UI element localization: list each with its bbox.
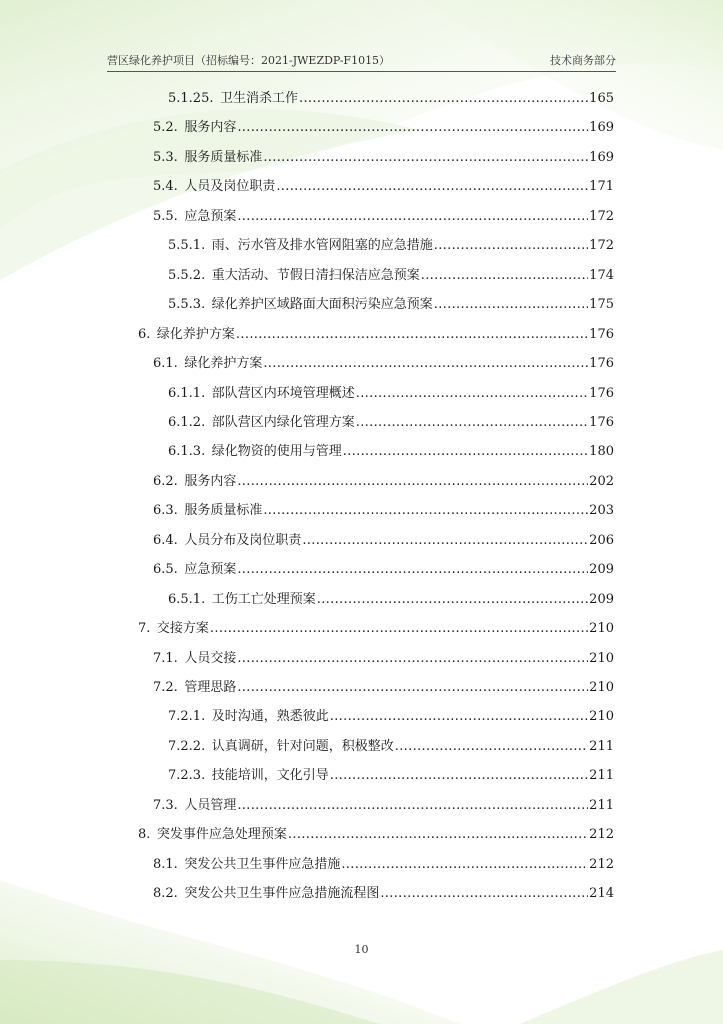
toc-page-number: 212 bbox=[589, 857, 614, 872]
toc-entry-number: 7.2.2. bbox=[168, 739, 206, 754]
toc-page-number: 206 bbox=[589, 533, 614, 548]
toc-entry[interactable] bbox=[168, 237, 614, 255]
page-number: 10 bbox=[354, 943, 369, 956]
toc-page-number: 172 bbox=[589, 209, 614, 224]
toc-entry-title bbox=[168, 738, 394, 756]
toc-entry-title bbox=[153, 355, 262, 373]
toc-entry-label: 应急预案 bbox=[184, 562, 237, 577]
toc-entry-number: 5.5.3. bbox=[168, 297, 206, 312]
toc-entry-number: 6.1. bbox=[153, 356, 178, 371]
toc-entry-number: 8.2. bbox=[153, 886, 178, 901]
toc-entry-label: 人员及岗位职责 bbox=[184, 179, 276, 194]
toc-entry-number: 5.1.25. bbox=[168, 91, 214, 106]
header-project-title: 营区绿化养护项目（招标编号：2021-JWEZDP-F1015） bbox=[107, 54, 391, 67]
toc-page-number: 210 bbox=[589, 651, 614, 666]
toc-page-number: 174 bbox=[589, 268, 614, 283]
toc-entry-label: 人员分布及岗位职责 bbox=[184, 533, 302, 548]
toc-entry-label: 突发事件应急处理预案 bbox=[156, 827, 287, 842]
toc-entry[interactable] bbox=[153, 679, 614, 697]
toc-entry-title bbox=[153, 532, 301, 550]
toc-page-number: 203 bbox=[589, 503, 614, 518]
toc-entry-title bbox=[138, 826, 287, 844]
toc-entry-title bbox=[168, 708, 329, 726]
header-section-label: 技术商务部分 bbox=[550, 54, 616, 67]
toc-entry-title bbox=[168, 443, 342, 461]
toc-leader-dots bbox=[237, 208, 588, 226]
toc-entry-number: 6.5. bbox=[153, 562, 178, 577]
toc-leader-dots bbox=[237, 119, 588, 137]
toc-leader-dots bbox=[237, 561, 588, 579]
toc-entry-label: 重大活动、节假日清扫保洁应急预案 bbox=[211, 268, 420, 283]
toc-entry-title bbox=[153, 208, 236, 226]
toc-entry-title bbox=[168, 237, 433, 255]
toc-entry[interactable] bbox=[138, 826, 614, 844]
toc-leader-dots bbox=[237, 650, 588, 668]
toc-leader-dots bbox=[263, 502, 588, 520]
toc-entry-number: 6.1.3. bbox=[168, 444, 206, 459]
toc-entry-label: 雨、污水管及排水管网阻塞的应急措施 bbox=[211, 238, 433, 253]
toc-leader-dots bbox=[343, 443, 588, 461]
toc-entry-label: 卫生消杀工作 bbox=[219, 91, 298, 106]
toc-leader-dots bbox=[330, 708, 588, 726]
toc-entry-label: 突发公共卫生事件应急措施 bbox=[184, 857, 341, 872]
toc-entry-title bbox=[168, 267, 420, 285]
toc-entry-label: 绿化养护方案 bbox=[184, 356, 263, 371]
toc-leader-dots bbox=[210, 620, 588, 638]
toc-entry[interactable] bbox=[153, 502, 614, 520]
toc-leader-dots bbox=[434, 296, 588, 314]
toc-entry-number: 6.1.2. bbox=[168, 415, 206, 430]
toc-page-number: 210 bbox=[589, 680, 614, 695]
toc-page-number: 172 bbox=[589, 238, 614, 253]
toc-entry-title bbox=[153, 650, 236, 668]
toc-leader-dots bbox=[395, 738, 588, 756]
toc-entry-number: 6.4. bbox=[153, 533, 178, 548]
toc-page-number: 210 bbox=[589, 621, 614, 636]
toc-page-number: 212 bbox=[589, 827, 614, 842]
toc-page-number: 169 bbox=[589, 150, 614, 165]
toc-entry-number: 6.2. bbox=[153, 474, 178, 489]
toc-entry-title bbox=[153, 679, 236, 697]
toc-entry[interactable] bbox=[153, 355, 614, 373]
toc-page-number: 180 bbox=[589, 444, 614, 459]
toc-entry-label: 部队营区内环境管理概述 bbox=[211, 386, 355, 401]
toc-page-number: 176 bbox=[589, 415, 614, 430]
toc-page-number: 169 bbox=[589, 120, 614, 135]
page-header bbox=[107, 52, 616, 68]
toc-leader-dots bbox=[421, 267, 588, 285]
toc-entry-label: 绿化养护区域路面大面积污染应急预案 bbox=[211, 297, 433, 312]
toc-entry-title bbox=[153, 119, 236, 137]
toc-entry[interactable] bbox=[168, 708, 614, 726]
toc-entry-title bbox=[138, 326, 235, 344]
toc-entry-label: 突发公共卫生事件应急措施流程图 bbox=[184, 886, 380, 901]
toc-entry-number: 8.1. bbox=[153, 857, 178, 872]
toc-entry-number: 7.3. bbox=[153, 798, 178, 813]
toc-entry-label: 管理思路 bbox=[184, 680, 237, 695]
toc-page-number: 214 bbox=[589, 886, 614, 901]
toc-entry[interactable] bbox=[168, 443, 614, 461]
toc-entry[interactable] bbox=[138, 326, 614, 344]
toc-page-number: 211 bbox=[589, 768, 614, 783]
toc-entry-number: 7. bbox=[138, 621, 151, 636]
toc-leader-dots bbox=[330, 767, 588, 785]
toc-entry-title bbox=[168, 296, 433, 314]
toc-entry-label: 绿化物资的使用与管理 bbox=[211, 444, 342, 459]
toc-entry-label: 服务内容 bbox=[184, 120, 237, 135]
toc-entry-label: 部队营区内绿化管理方案 bbox=[211, 415, 355, 430]
toc-entry[interactable] bbox=[138, 620, 614, 638]
toc-leader-dots bbox=[263, 149, 588, 167]
toc-leader-dots bbox=[263, 355, 588, 373]
toc-page-number: 209 bbox=[589, 592, 614, 607]
header-divider bbox=[107, 71, 616, 72]
toc-leader-dots bbox=[276, 178, 588, 196]
toc-entry-title bbox=[153, 797, 236, 815]
toc-page-number: 209 bbox=[589, 562, 614, 577]
toc-entry-title bbox=[153, 149, 262, 167]
toc-page-number: 211 bbox=[589, 798, 614, 813]
toc-entry-title bbox=[153, 178, 275, 196]
toc-entry[interactable] bbox=[153, 532, 614, 550]
toc-entry-title bbox=[153, 856, 340, 874]
toc-entry-number: 5.5. bbox=[153, 209, 178, 224]
toc-leader-dots bbox=[356, 385, 588, 403]
toc-page-number: 210 bbox=[589, 709, 614, 724]
toc-leader-dots bbox=[236, 326, 588, 344]
toc-page-number: 202 bbox=[589, 474, 614, 489]
toc-entry[interactable] bbox=[153, 561, 614, 579]
toc-entry-number: 6.3. bbox=[153, 503, 178, 518]
toc-entry-label: 应急预案 bbox=[184, 209, 237, 224]
toc-entry[interactable] bbox=[153, 149, 614, 167]
toc-entry[interactable] bbox=[168, 385, 614, 403]
toc-entry-number: 7.2.3. bbox=[168, 768, 206, 783]
toc-page-number: 176 bbox=[589, 386, 614, 401]
toc-entry-number: 5.4. bbox=[153, 179, 178, 194]
toc-entry[interactable] bbox=[153, 208, 614, 226]
toc-page-number: 176 bbox=[589, 327, 614, 342]
toc-entry[interactable] bbox=[168, 296, 614, 314]
toc-entry[interactable] bbox=[168, 738, 614, 756]
toc-entry-number: 6.5.1. bbox=[168, 592, 206, 607]
toc-entry[interactable] bbox=[168, 767, 614, 785]
toc-entry-label: 工伤工亡处理预案 bbox=[211, 592, 316, 607]
toc-entry-number: 5.3. bbox=[153, 150, 178, 165]
toc-entry[interactable] bbox=[168, 414, 614, 432]
toc-entry-number: 6.1.1. bbox=[168, 386, 206, 401]
toc-entry-number: 5.5.1. bbox=[168, 238, 206, 253]
toc-leader-dots bbox=[299, 90, 588, 108]
toc-entry-number: 5.2. bbox=[153, 120, 178, 135]
toc-entry-label: 服务质量标准 bbox=[184, 150, 263, 165]
toc-entry-label: 服务内容 bbox=[184, 474, 237, 489]
toc-page-number: 175 bbox=[589, 297, 614, 312]
toc-entry-label: 人员交接 bbox=[184, 651, 237, 666]
toc-entry-title bbox=[153, 885, 379, 903]
toc-entry-title bbox=[168, 591, 316, 609]
toc-leader-dots bbox=[237, 473, 588, 491]
toc-entry[interactable] bbox=[153, 473, 614, 491]
toc-entry-label: 人员管理 bbox=[184, 798, 237, 813]
toc-leader-dots bbox=[341, 856, 588, 874]
toc-leader-dots bbox=[317, 591, 588, 609]
toc-entry[interactable] bbox=[168, 591, 614, 609]
toc-entry[interactable] bbox=[153, 650, 614, 668]
toc-entry-label: 技能培训，文化引导 bbox=[211, 768, 329, 783]
toc-entry-title bbox=[168, 767, 329, 785]
toc-entry[interactable] bbox=[153, 856, 614, 874]
toc-entry-number: 7.2. bbox=[153, 680, 178, 695]
toc-leader-dots bbox=[356, 414, 588, 432]
toc-page-number: 165 bbox=[589, 91, 614, 106]
toc-entry-label: 绿化养护方案 bbox=[156, 327, 235, 342]
toc-entry[interactable] bbox=[153, 885, 614, 903]
toc-entry[interactable] bbox=[153, 178, 614, 196]
toc-entry-title bbox=[138, 620, 209, 638]
toc-entry-label: 服务质量标准 bbox=[184, 503, 263, 518]
toc-entry-title bbox=[168, 90, 298, 108]
toc-entry-title bbox=[153, 473, 236, 491]
toc-entry[interactable] bbox=[153, 119, 614, 137]
toc-entry-label: 认真调研，针对问题，积极整改 bbox=[211, 739, 394, 754]
toc-page-number: 176 bbox=[589, 356, 614, 371]
toc-entry-title bbox=[168, 385, 355, 403]
toc-entry[interactable] bbox=[168, 90, 614, 108]
toc-leader-dots bbox=[434, 237, 588, 255]
toc-entry-number: 8. bbox=[138, 827, 151, 842]
toc-leader-dots bbox=[380, 885, 588, 903]
toc-leader-dots bbox=[237, 797, 588, 815]
toc-leader-dots bbox=[302, 532, 588, 550]
toc-entry[interactable] bbox=[153, 797, 614, 815]
toc-entry[interactable] bbox=[168, 267, 614, 285]
toc-entry-number: 6. bbox=[138, 327, 151, 342]
toc-page-number: 171 bbox=[589, 179, 614, 194]
toc-entry-label: 及时沟通，熟悉彼此 bbox=[211, 709, 329, 724]
toc-entry-number: 7.1. bbox=[153, 651, 178, 666]
toc-entry-number: 5.5.2. bbox=[168, 268, 206, 283]
toc-entry-number: 7.2.1. bbox=[168, 709, 206, 724]
toc-leader-dots bbox=[237, 679, 588, 697]
toc-entry-title bbox=[153, 502, 262, 520]
toc-entry-title bbox=[168, 414, 355, 432]
toc-entry-title bbox=[153, 561, 236, 579]
toc-leader-dots bbox=[288, 826, 588, 844]
toc-page-number: 211 bbox=[589, 739, 614, 754]
toc-entry-label: 交接方案 bbox=[156, 621, 209, 636]
